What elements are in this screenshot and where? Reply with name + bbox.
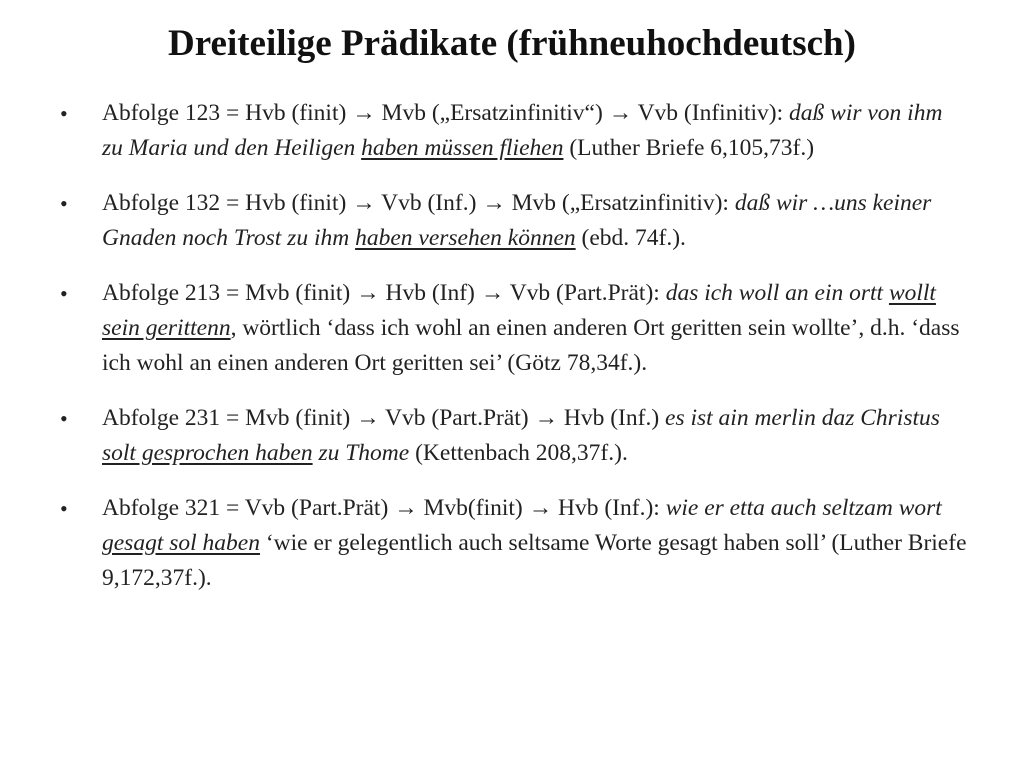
bullet-text: Abfolge 132 = Hvb (finit) → Vvb (Inf.) → Mvb („Ersatzinfinitiv):: [102, 190, 735, 216]
example-quote: daß wir …uns keiner Gnaden noch Trost zu ihm: [102, 190, 932, 251]
bullet-icon: •: [60, 406, 68, 431]
bullet-text: , wörtlich ‘dass ich wohl an einen anderen Ort geritten sein wollte’, d.h. ‘dass ich wohl an einen anderen Ort geritten sei’ (Götz 78,34f.).: [102, 315, 960, 376]
underlined-example-verb: wollt sein gerittenn: [102, 280, 936, 341]
bullet-icon: •: [60, 101, 68, 126]
underlined-example-verb: haben müssen fliehen: [361, 135, 564, 161]
underlined-example-verb: gesagt sol haben: [102, 530, 260, 556]
bullet-text: Abfolge 231 = Mvb (finit) → Vvb (Part.Prät) → Hvb (Inf.): [102, 405, 666, 431]
bullet-text: ‘wie er gelegentlich auch seltsame Worte gesagt haben soll’ (Luther Briefe 9,172,37f.).: [102, 530, 967, 591]
example-quote: es ist ain merlin daz Christus: [665, 405, 940, 431]
bullet-item: [0, 401, 1024, 471]
bullet-text: Abfolge 321 = Vvb (Part.Prät) → Mvb(finit) → Hvb (Inf.):: [102, 495, 666, 521]
bullet-text: (Luther Briefe 6,105,73f.): [563, 135, 815, 161]
bullet-text: (Kettenbach 208,37f.).: [409, 440, 628, 466]
bullet-icon: •: [60, 281, 68, 306]
bullet-item: [0, 276, 1024, 381]
bullet-icon: •: [60, 496, 68, 521]
example-quote: zu Thome: [312, 440, 410, 466]
bullet-icon: •: [60, 191, 68, 216]
bullet-list: [0, 96, 1024, 616]
slide-title: Dreiteilige Prädikate (frühneuhochdeutsch): [168, 23, 856, 64]
bullet-text: Abfolge 123 = Hvb (finit) → Mvb („Ersatzinfinitiv“) → Vvb (Infinitiv):: [102, 100, 790, 126]
example-quote: wie er etta auch seltzam wort: [665, 495, 942, 521]
example-quote: das ich woll an ein ortt: [665, 280, 889, 306]
bullet-item: [0, 186, 1024, 256]
bullet-text: (ebd. 74f.).: [575, 225, 686, 251]
bullet-item: [0, 491, 1024, 596]
bullet-text: Abfolge 213 = Mvb (finit) → Hvb (Inf) → Vvb (Part.Prät):: [102, 280, 666, 306]
underlined-example-verb: solt gesprochen haben: [102, 440, 313, 466]
example-quote: daß wir von ihm zu Maria und den Heiligen: [102, 100, 943, 161]
bullet-item: [0, 96, 1024, 166]
underlined-example-verb: haben versehen können: [355, 225, 576, 251]
